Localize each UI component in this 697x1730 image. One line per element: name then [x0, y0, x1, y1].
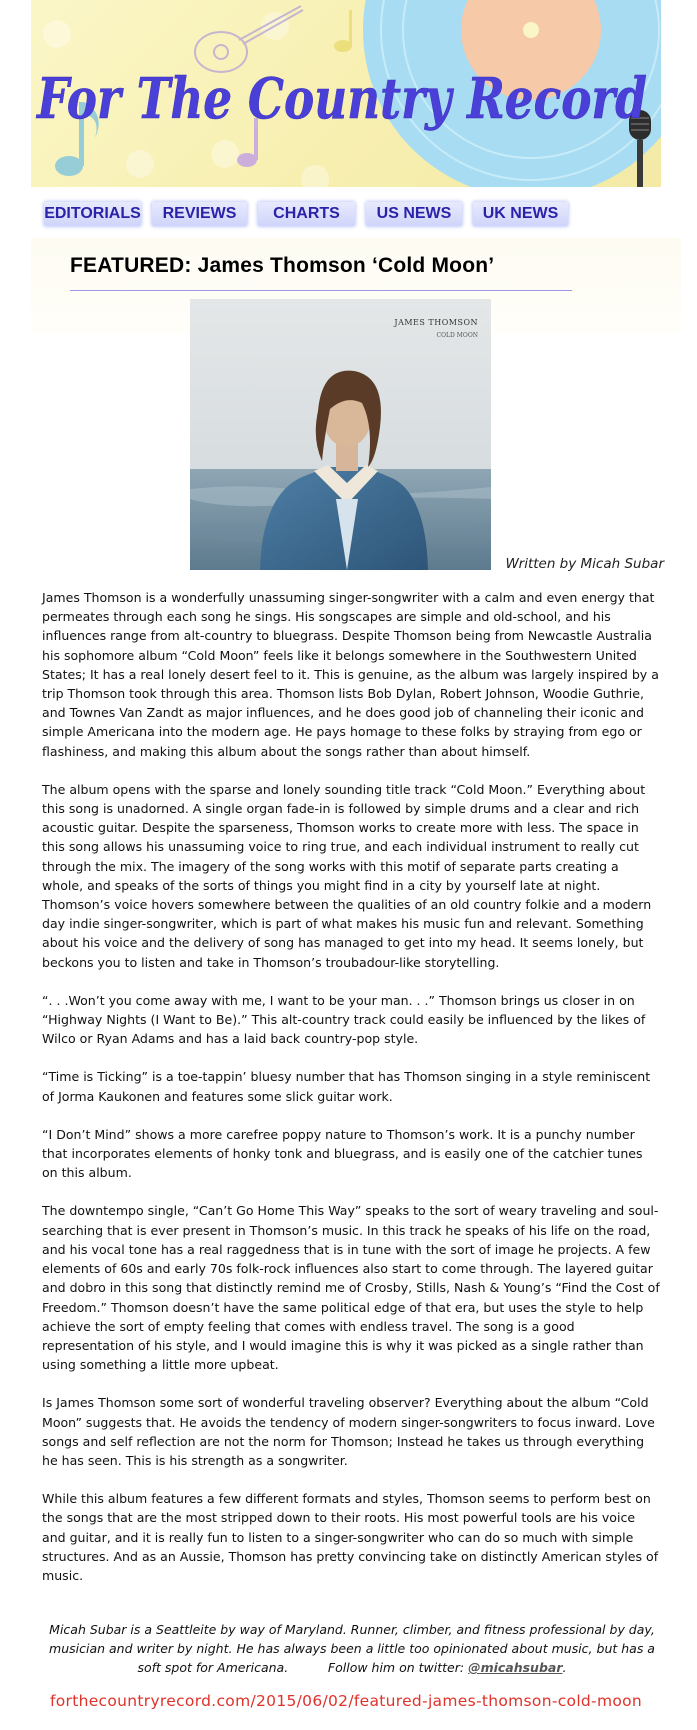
cover-artist: JAMES THOMSON [394, 318, 478, 327]
nav-uk-news[interactable]: UK NEWS [473, 202, 568, 226]
album-cover-image [190, 299, 491, 570]
author-bio-text: Micah Subar is a Seattleite by way of Maryland. Runner, climber, and fitness professional by day, musician and writer by night. He has always been a little too opinionated about music, but has a soft spot for Americana. [49, 1622, 655, 1675]
page-title: FEATURED: James Thomson ‘Cold Moon’ [70, 254, 495, 277]
article-paragraph: The downtempo single, “Can’t Go Home This Way” speaks to the sort of weary traveling and soul-searching that is ever present in Thomson’s music. In this track he speaks of his life on the road, and his vocal tone has a real raggedness that is in tune with the sort of image he projects. A few elements of 60s and early 70s folk-rock influences also start to come through. The layered guitar and dobro in this song that distinctly remind me of Crosby, Stills, Nash & Young’s “Find the Cost of Freedom.” Thomson doesn’t have the same political edge of that era, but uses the style to help achieve the sort of empty feeling that comes with endless travel. The song is a good representation of his style, and I would imagine this is why it was picked as a single rather than using something a little more upbeat. [42, 1203, 660, 1373]
nav-editorials[interactable]: EDITORIALS [44, 202, 141, 226]
article-body [42, 588, 662, 1604]
article-paragraph: “Time is Ticking” is a toe-tappin’ bluesy number that has Thomson singing in a style reminiscent of Jorma Kaukonen and features some slick guitar work. [42, 1069, 651, 1104]
article-paragraph: James Thomson is a wonderfully unassuming singer-songwriter with a calm and even energy that permeates through each song he sings. His songscapes are simple and old-school, and his influences range from alt-country to bluegrass. Despite Thomson being from Newcastle Australia his sophomore album “Cold Moon” feels like it belongs somewhere in the Southwestern United States; It has a real lonely desert feel to it. This is genuine, as the album was largely inspired by a trip Thomson took through this area. Thomson lists Bob Dylan, Robert Johnson, Woodie Guthrie, and Townes Van Zandt as major influences, and he does good job of channeling their iconic and simple Americana into the modern age. He pays homage to these folks by straying from ego or flashiness, and making this album about the songs rather than about himself. [42, 590, 659, 759]
byline: Written by Micah Subar [505, 556, 664, 572]
article-paragraph: “. . .Won’t you come away with me, I want to be your man. . .” Thomson brings us closer in on “Highway Nights (I Want to Be).” This alt-country track could easily be influenced by the likes of Wilco or Ryan Adams and has a laid back country-pop style. [42, 992, 646, 1047]
author-bio-end: . [562, 1660, 567, 1675]
twitter-handle-link[interactable]: @micahsubar [468, 1660, 563, 1675]
article-paragraph: Is James Thomson some sort of wonderful traveling observer? Everything about the album “Cold Moon” suggests that. He avoids the tendency of modern singer-songwriters to focus inward. Love songs and self reflection are not the norm for Thomson; Instead he takes us through everything he has seen. This is his strength as a songwriter. [42, 1395, 655, 1468]
article-paragraph: The album opens with the sparse and lonely sounding title track “Cold Moon.” Everything about this song is unadorned. A single organ fade-in is followed by simple drums and a clear and rich acoustic guitar. Despite the sparseness, Thomson works to create more with less. The space in this song allows his unassuming voice to ring true, and each individual instrument to really cut through the mix. The imagery of the song works with this motif of separate parts creating a whole, and speaks of the sorts of things you might find in a city by yourself late at night. Thomson’s voice hovers somewhere between the qualities of an old country folkie and a modern day indie singer-songwriter, which is part of what makes his music fun and relevant. Something about his voice and the delivery of song has managed to get into my head. It seems lonely, but beckons you to listen and take in Thomson’s troubadour-like storytelling. [42, 781, 652, 970]
site-logo [31, 0, 661, 187]
nav-us-news[interactable]: US NEWS [366, 202, 462, 226]
article-paragraph: “I Don’t Mind” shows a more carefree poppy nature to Thomson’s work. It is a punchy number that incorporates elements of honky tonk and bluegrass, and is easily one of the catchier tunes on this album. [42, 1126, 643, 1181]
site-banner[interactable] [31, 0, 661, 187]
article-paragraph: While this album features a few different formats and styles, Thomson seems to perform best on the songs that are the most stripped down to their roots. His most powerful tools are his voice and guitar, and it is really fun to listen to a singer-songwriter who can do so much with simple structures. And as an Aussie, Thomson has pretty convincing take on distinctly American styles of music. [42, 1491, 659, 1583]
author-bio [42, 1620, 662, 1677]
author-follow-text: Follow him on twitter: [327, 1660, 465, 1675]
site-logo-text: For The Country Record [35, 66, 647, 132]
source-url[interactable]: forthecountryrecord.com/2015/06/02/featured-james-thomson-cold-moon [50, 1692, 643, 1710]
nav-reviews[interactable]: REVIEWS [152, 202, 247, 226]
nav-charts[interactable]: CHARTS [258, 202, 355, 226]
cover-album: COLD MOON [436, 332, 478, 339]
title-divider [70, 290, 572, 291]
